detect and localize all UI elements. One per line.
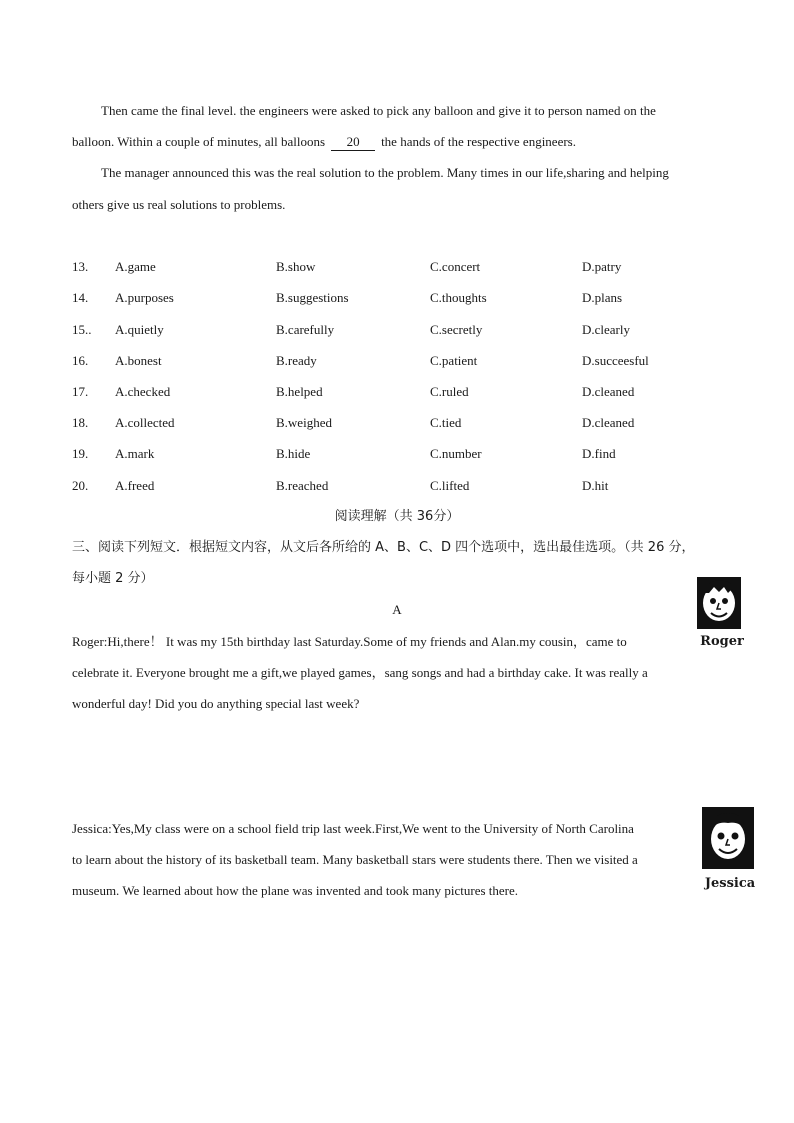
option-a: A.purposes <box>115 290 174 305</box>
option-c: C.number <box>430 446 482 461</box>
question-row <box>72 322 732 338</box>
roger-avatar <box>694 575 746 637</box>
blank-20: 20 <box>331 134 375 151</box>
jessica-avatar <box>700 805 756 875</box>
passage-line-with-blank <box>72 134 576 151</box>
option-b: B.carefully <box>276 322 335 337</box>
question-row <box>72 415 732 431</box>
option-c: C.thoughts <box>430 290 487 305</box>
option-d: D.cleaned <box>582 415 635 430</box>
option-b: B.weighed <box>276 415 332 430</box>
question-number: 16. <box>72 353 89 368</box>
option-b: B.hide <box>276 446 311 461</box>
option-d: D.cleaned <box>582 384 635 399</box>
option-a: A.checked <box>115 384 171 399</box>
question-row <box>72 384 732 400</box>
question-row <box>72 446 732 462</box>
roger-line: Roger:Hi,there！ It was my 15th birthday last Saturday.Some of my friends and Alan.my cousin，came to <box>72 634 627 649</box>
question-row <box>72 353 732 369</box>
question-number: 14. <box>72 290 89 305</box>
option-c: C.lifted <box>430 478 470 493</box>
question-row <box>72 290 732 306</box>
option-a: A.bonest <box>115 353 162 368</box>
option-a: A.freed <box>115 478 155 493</box>
passage-line: others give us real solutions to problems. <box>72 197 286 212</box>
option-c: C.concert <box>430 259 481 274</box>
option-b: B.show <box>276 259 316 274</box>
question-row <box>72 259 732 275</box>
question-number: 18. <box>72 415 89 430</box>
option-d: D.clearly <box>582 322 631 337</box>
question-number: 13. <box>72 259 89 274</box>
option-b: B.reached <box>276 478 329 493</box>
passage-line: Then came the final level. the engineers were asked to pick any balloon and give it to person named on the <box>101 103 656 118</box>
roger-label: Roger <box>700 634 744 649</box>
option-c: C.patient <box>430 353 478 368</box>
passage-text: the hands of the respective engineers. <box>381 134 576 149</box>
passage-text: balloon. Within a couple of minutes, all balloons <box>72 134 326 149</box>
passage-line: The manager announced this was the real solution to the problem. Many times in our life,sharing and helping <box>101 165 669 180</box>
section-instruction: 三、阅读下列短文．根据短文内容，从文后各所给的 A、B、C、D 四个选项中，选出最佳选项。（共 26 分， <box>72 540 695 555</box>
question-number: 15.. <box>72 322 92 337</box>
jessica-line: museum. We learned about how the plane was invented and took many pictures there. <box>72 883 518 898</box>
option-c: C.secretly <box>430 322 483 337</box>
jessica-label: Jessica <box>704 876 756 891</box>
option-d: D.hit <box>582 478 609 493</box>
option-b: B.helped <box>276 384 323 399</box>
jessica-line: to learn about the history of its basketball team. Many basketball stars were students there. Then we visited a <box>72 852 638 867</box>
option-b: B.suggestions <box>276 290 349 305</box>
roger-line: celebrate it. Everyone brought me a gift,we played games，sang songs and had a birthday cake. It was really a <box>72 665 648 680</box>
jessica-line: Jessica:Yes,My class were on a school field trip last week.First,We went to the University of North Carolina <box>72 821 634 836</box>
section-heading: 阅读理解（共 36分） <box>334 509 460 524</box>
jessica-face-icon <box>700 805 756 871</box>
option-c: C.tied <box>430 415 462 430</box>
option-a: A.mark <box>115 446 155 461</box>
roger-line: wonderful day! Did you do anything special last week? <box>72 696 360 711</box>
option-d: D.find <box>582 446 616 461</box>
question-number: 17. <box>72 384 89 399</box>
section-instruction: 每小题 2 分） <box>72 571 154 586</box>
option-d: D.plans <box>582 290 623 305</box>
option-a: A.game <box>115 259 156 274</box>
roger-face-icon <box>694 575 746 633</box>
option-a: A.quietly <box>115 322 164 337</box>
option-d: D.succeesful <box>582 353 649 368</box>
option-d: D.patry <box>582 259 622 274</box>
option-b: B.ready <box>276 353 317 368</box>
question-row <box>72 478 732 494</box>
question-number: 19. <box>72 446 89 461</box>
option-a: A.collected <box>115 415 175 430</box>
option-c: C.ruled <box>430 384 469 399</box>
part-label: A <box>392 602 402 617</box>
question-number: 20. <box>72 478 89 493</box>
